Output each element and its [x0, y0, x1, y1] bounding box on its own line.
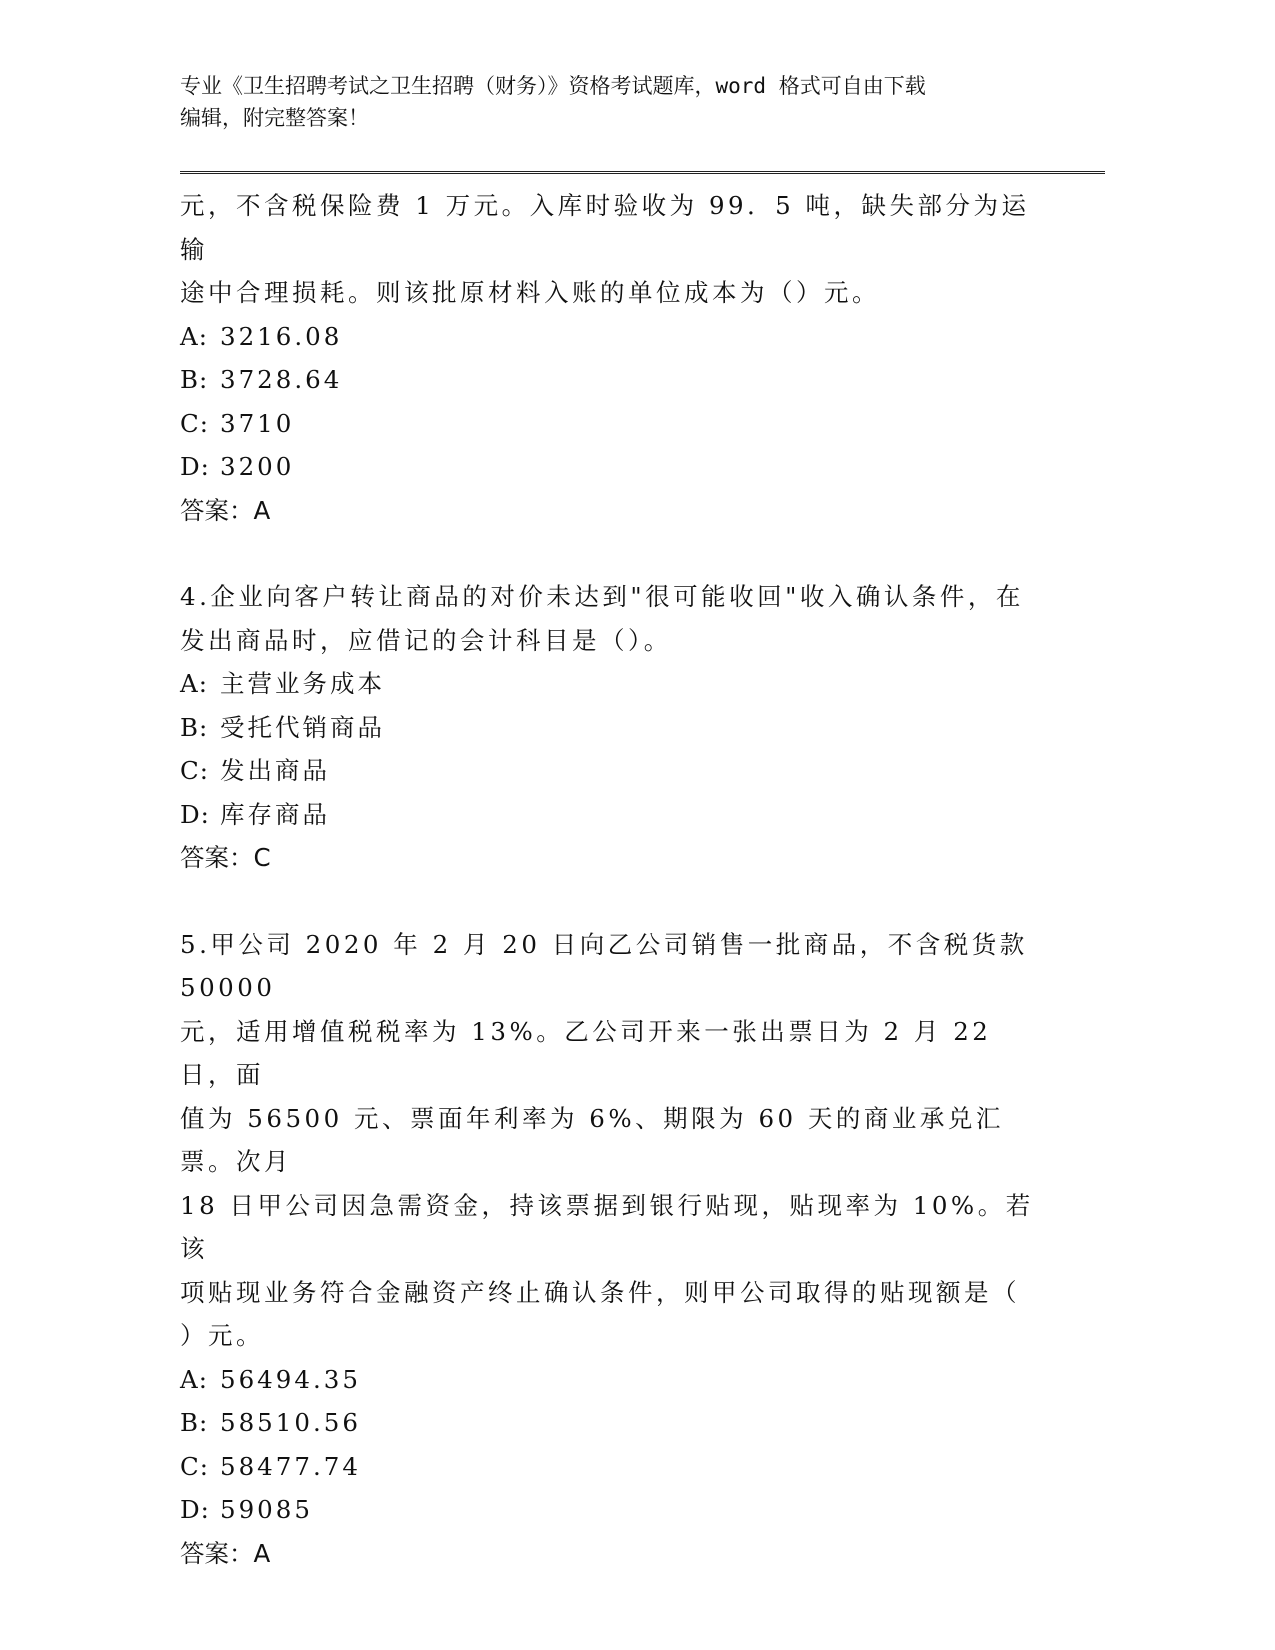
question-3-option-c [180, 402, 1040, 446]
question-3-text-line-1: 元，不含税保险费 1 万元。入库时验收为 99．5 吨，缺失部分为运输 [180, 191, 1030, 264]
question-5 [180, 923, 1040, 1576]
option-label: C: [180, 1451, 210, 1481]
option-text: 发出商品 [220, 756, 330, 785]
question-4-option-c [180, 749, 1040, 793]
option-text: 59085 [220, 1495, 313, 1524]
question-5-text-line-4: 18 日甲公司因急需资金，持该票据到银行贴现，贴现率为 10%。若该 [180, 1190, 1034, 1263]
question-5-answer: 答案：A [180, 1538, 271, 1568]
question-5-text-line-3: 值为 56500 元、票面年利率为 6%、期限为 60 天的商业承兑汇票。次月 [180, 1103, 1004, 1176]
question-4-option-b [180, 706, 1040, 750]
header-divider [180, 171, 1105, 174]
option-label: A: [180, 321, 208, 351]
question-3-answer: 答案：A [180, 495, 271, 525]
document-body [180, 184, 1040, 1575]
option-label: D: [180, 799, 210, 829]
question-3-option-b [180, 358, 1040, 402]
question-5-text-line-2: 元，适用增值税税率为 13%。乙公司开来一张出票日为 2 月 22 日，面 [180, 1016, 992, 1089]
option-text: 58477.74 [220, 1451, 361, 1481]
question-4-text-line-1: 4.企业向客户转让商品的对价未达到"很可能收回"收入确认条件，在 [180, 582, 1024, 611]
option-text: 3200 [220, 452, 295, 481]
option-text: 3710 [220, 408, 295, 438]
page-header [180, 70, 1080, 134]
question-5-text-line-1: 5.甲公司 2020 年 2 月 20 日向乙公司销售一批商品，不含税货款 50000 [180, 929, 1028, 1002]
question-3-text-line-2: 途中合理损耗。则该批原材料入账的单位成本为（）元。 [180, 278, 880, 307]
option-text: 3216.08 [220, 321, 343, 351]
question-4-option-a [180, 662, 1040, 706]
option-text: 受托代销商品 [220, 712, 385, 742]
option-label: C: [180, 756, 210, 785]
question-5-option-b [180, 1401, 1040, 1445]
question-3-option-a [180, 315, 1040, 359]
question-5-option-c [180, 1445, 1040, 1489]
header-line-1: 专业《卫生招聘考试之卫生招聘（财务）》资格考试题库，word 格式可自由下载 [180, 74, 926, 98]
option-label: B: [180, 365, 209, 394]
option-label: B: [180, 1408, 209, 1437]
option-text: 库存商品 [220, 799, 330, 829]
option-text: 3728.64 [220, 365, 343, 394]
option-label: A: [180, 669, 208, 698]
question-5-option-d [180, 1488, 1040, 1532]
option-text: 56494.35 [220, 1364, 361, 1394]
option-label: D: [180, 452, 210, 481]
spacer [180, 880, 1040, 923]
option-label: A: [180, 1364, 208, 1394]
question-4 [180, 575, 1040, 880]
question-4-answer: 答案：C [180, 843, 271, 872]
question-5-text-line-5: 项贴现业务符合金融资产终止确认条件，则甲公司取得的贴现额是（ [180, 1277, 1020, 1307]
question-3 [180, 184, 1040, 532]
question-5-text-line-6: ）元。 [180, 1321, 264, 1350]
option-text: 58510.56 [220, 1408, 361, 1437]
question-5-option-a [180, 1358, 1040, 1402]
question-4-option-d [180, 793, 1040, 837]
option-label: C: [180, 408, 210, 438]
spacer [180, 532, 1040, 575]
question-3-option-d [180, 445, 1040, 489]
option-text: 主营业务成本 [220, 669, 385, 698]
question-4-text-line-2: 发出商品时，应借记的会计科目是（）。 [180, 625, 672, 655]
option-label: D: [180, 1495, 210, 1524]
header-line-2: 编辑，附完整答案！ [180, 106, 369, 130]
option-label: B: [180, 712, 209, 742]
